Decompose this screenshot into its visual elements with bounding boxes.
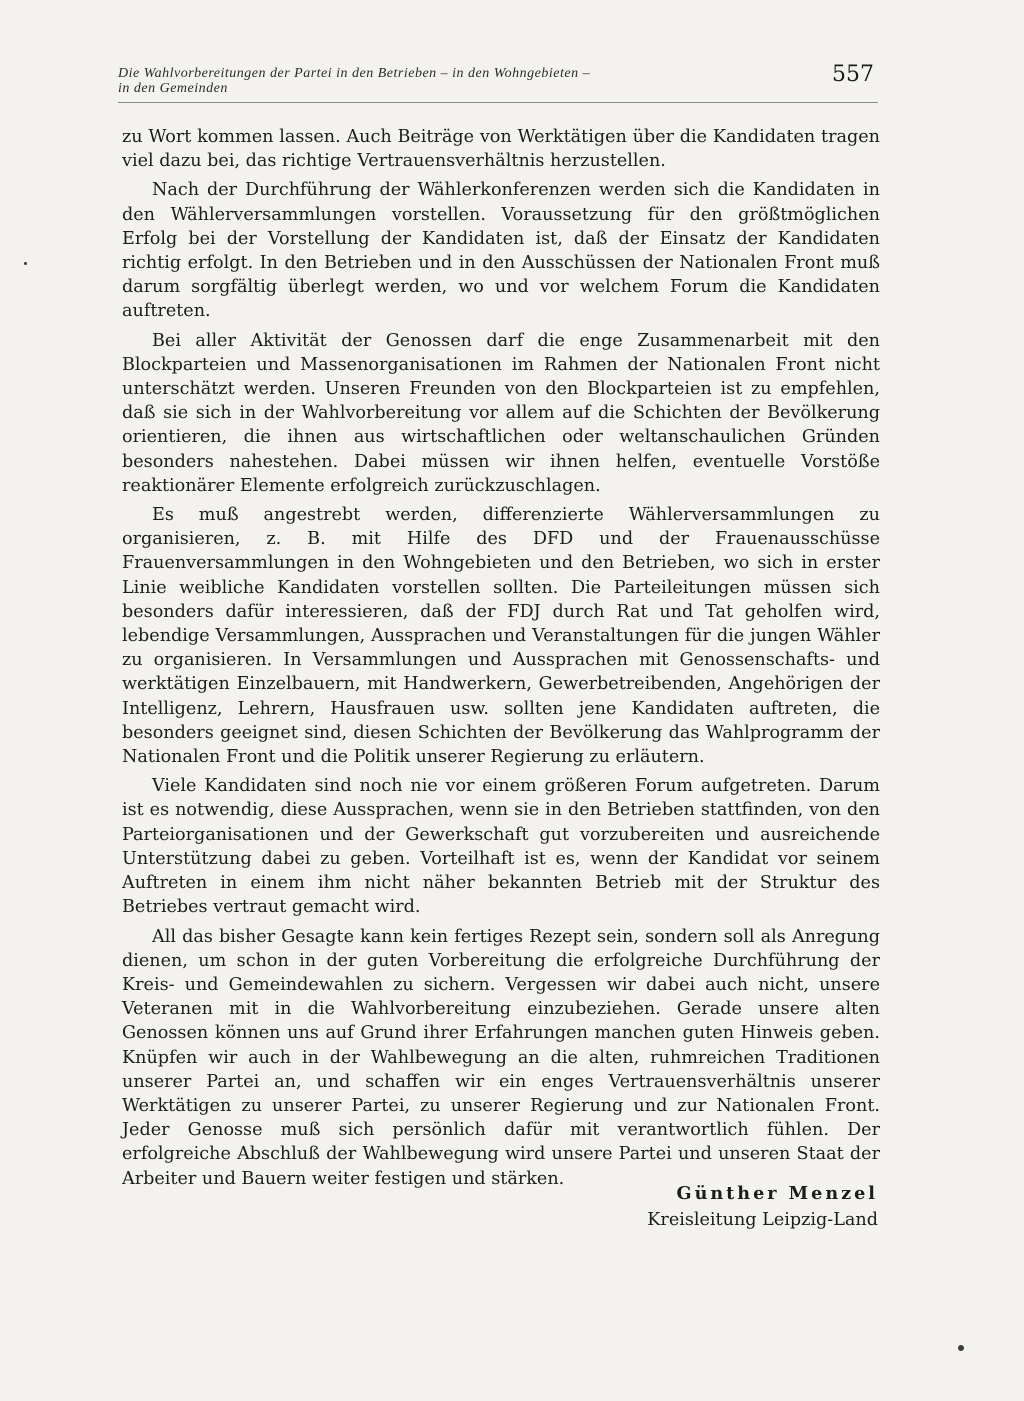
header-rule	[118, 102, 878, 103]
paragraph-4: Es muß angestrebt werden, differenzierte Wählerversammlungen zu organisieren, z. B. mit Hilfe des DFD und der Frauenausschüsse Frauenversammlungen in den Wohngebieten und den Betrieben, wo sich in erster Linie weibliche Kandidaten vorstellen sollten. Die Parteileitungen müssen sich besonders dafür interessieren, daß der FDJ durch Rat und Tat geholfen wird, lebendige Versammlungen, Aussprachen und Veranstaltungen für die jungen Wähler zu organisieren. In Versammlungen und Aussprachen mit Genossenschafts- und werktätigen Einzelbauern, mit Handwerkern, Gewerbetreibenden, Angehörigen der Intelligenz, Lehrern, Hausfrauen usw. sollten jene Kandidaten auftreten, die besonders geeignet sind, diesen Schichten der Bevölkerung das Wahlprogramm der Nationalen Front und die Politik unserer Regierung zu erläutern.	[122, 505, 880, 768]
page-number: 557	[832, 62, 874, 87]
paragraph-2: Nach der Durchführung der Wählerkonferenzen werden sich die Kandidaten in den Wählerversammlungen vorstellen. Voraussetzung für den größtmöglichen Erfolg bei der Vorstellung der Kandidaten ist, daß der Einsatz der Kandidaten richtig erfolgt. In den Betrieben und in den Ausschüssen der Nationalen Front muß darum sorgfältig überlegt werden, wo und vor welchem Forum die Kandidaten auftreten.	[122, 180, 880, 322]
running-title-line-2: in den Gemeinden	[118, 81, 228, 96]
running-header	[118, 66, 758, 96]
scan-speck	[958, 1345, 964, 1351]
paragraph-1: zu Wort kommen lassen. Auch Beiträge von Werktätigen über die Kandidaten tragen viel dazu bei, das richtige Vertrauensverhältnis herzustellen.	[122, 127, 880, 172]
body-text	[122, 125, 880, 1196]
running-title-line-1: Die Wahlvorbereitungen der Partei in den Betrieben – in den Wohngebieten –	[118, 66, 591, 81]
author-organization: Kreisleitung Leipzig-Land	[647, 1210, 878, 1230]
paragraph-5: Viele Kandidaten sind noch nie vor einem größeren Forum aufgetreten. Darum ist es notwendig, diese Aussprachen, wenn sie in den Betrieben stattfinden, von den Parteiorganisationen und der Gewerkschaft gut vorzubereiten und ausreichende Unterstützung dabei zu geben. Vorteilhaft ist es, wenn der Kandidat vor seinem Auftreten in einem ihm nicht näher bekannten Betrieb mit der Struktur des Betriebes vertraut gemacht wird.	[122, 776, 880, 918]
paragraph-3: Bei aller Aktivität der Genossen darf die enge Zusammenarbeit mit den Blockparteien und Massenorganisationen im Rahmen der Nationalen Front nicht unterschätzt werden. Unseren Freunden von den Blockparteien ist zu empfehlen, daß sie sich in der Wahlvorbereitung vor allem auf die Schichten der Bevölkerung orientieren, die ihnen aus wirtschaftlichen oder weltanschaulichen Gründen besonders nahestehen. Dabei müssen wir ihnen helfen, eventuelle Vorstöße reaktionärer Elemente erfolgreich zurückzuschlagen.	[122, 330, 880, 496]
paragraph-6: All das bisher Gesagte kann kein fertiges Rezept sein, sondern soll als Anregung dienen, um schon in der guten Vorbereitung die erfolgreiche Durchführung der Kreis- und Gemeindewahlen zu sichern. Vergessen wir dabei auch nicht, unsere Veteranen mit in die Wahlvorbereitung einzubeziehen. Gerade unsere alten Genossen können uns auf Grund ihrer Erfahrungen manchen guten Hinweis geben. Knüpfen wir auch in der Wahlbewegung an die alten, ruhmreichen Traditionen unserer Partei an, und schaffen wir ein enges Vertrauensverhältnis unserer Werktätigen zu unserer Partei, zu unserer Regierung und zur Nationalen Front. Jeder Genosse muß sich persönlich dafür mit verantwortlich fühlen. Der erfolgreiche Abschluß der Wahlbewegung wird unsere Partei und unseren Staat der Arbeiter und Bauern weiter festigen und stärken.	[122, 926, 880, 1189]
author-name: Günther Menzel	[676, 1183, 878, 1204]
signature-block	[647, 1180, 878, 1234]
scan-speck	[24, 262, 27, 265]
